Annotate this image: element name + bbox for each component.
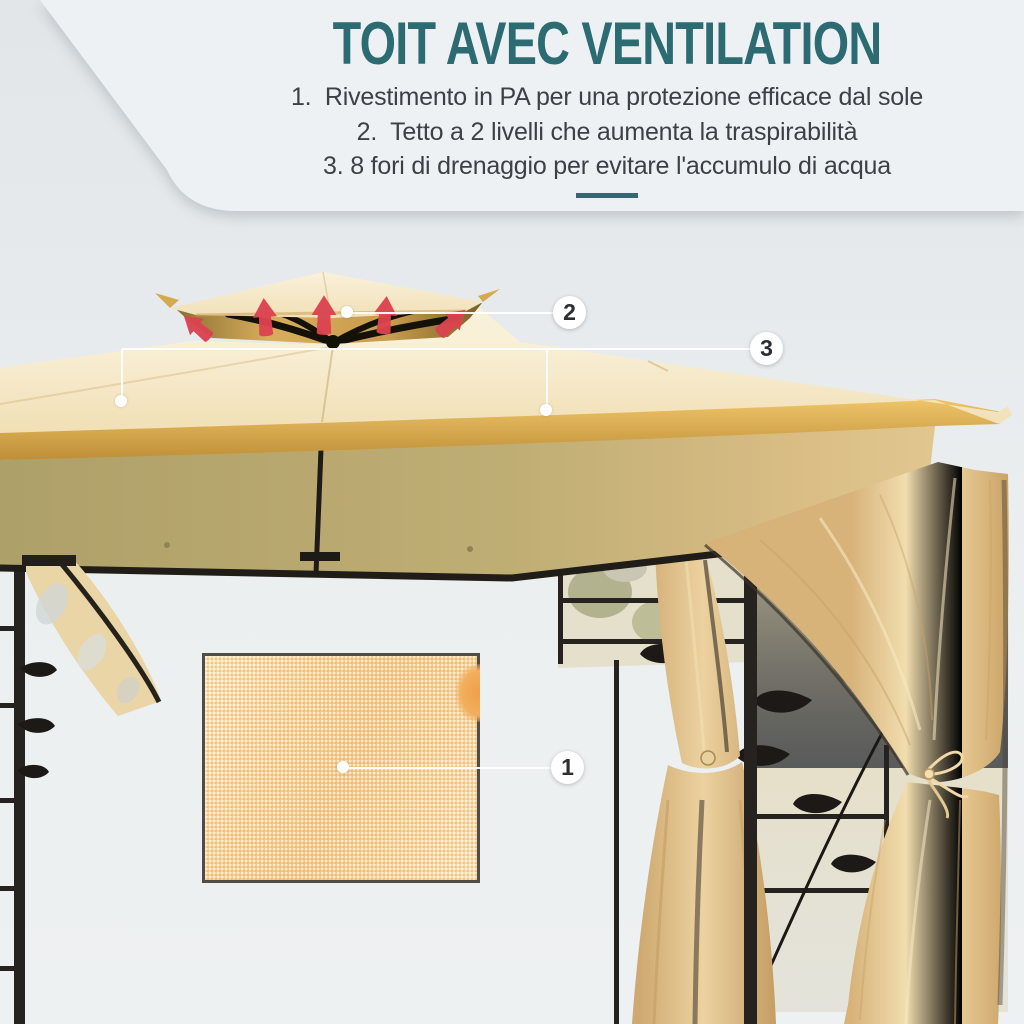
feature-line-1: 1. Rivestimento in PA per una protezione efficace dal sole: [290, 83, 924, 112]
callout-dot-drain-right: [540, 404, 552, 416]
callout-dot-fabric: [337, 761, 349, 773]
page-title: TOIT AVEC VENTILATION: [332, 10, 882, 77]
callout-line-drain: [122, 348, 752, 350]
callout-dot-vent: [341, 306, 353, 318]
feature-line-2: 2. Tetto a 2 livelli che aumenta la traspirabilità: [356, 117, 858, 146]
callout-dot-drain-left: [115, 395, 127, 407]
callout-line-drain-drop-right: [546, 349, 548, 406]
callout-badge-fabric: 1: [551, 751, 584, 784]
feature-list: [190, 80, 1024, 184]
callout-badge-vent: 2: [553, 296, 586, 329]
feature-line-3: 3. 8 fori di drenaggio per evitare l'accumulo di acqua: [323, 152, 891, 181]
corner-post: [744, 546, 757, 1024]
header: [190, 0, 1024, 212]
callout-line-vent: [350, 312, 556, 314]
curtain-fold-left-corner: [22, 555, 161, 716]
callout-badge-drain: 3: [750, 332, 783, 365]
fabric-fold-highlight: [456, 664, 480, 722]
title-underline: [576, 193, 638, 198]
callout-line-fabric: [347, 767, 552, 769]
callout-line-drain-drop-left: [121, 349, 123, 398]
